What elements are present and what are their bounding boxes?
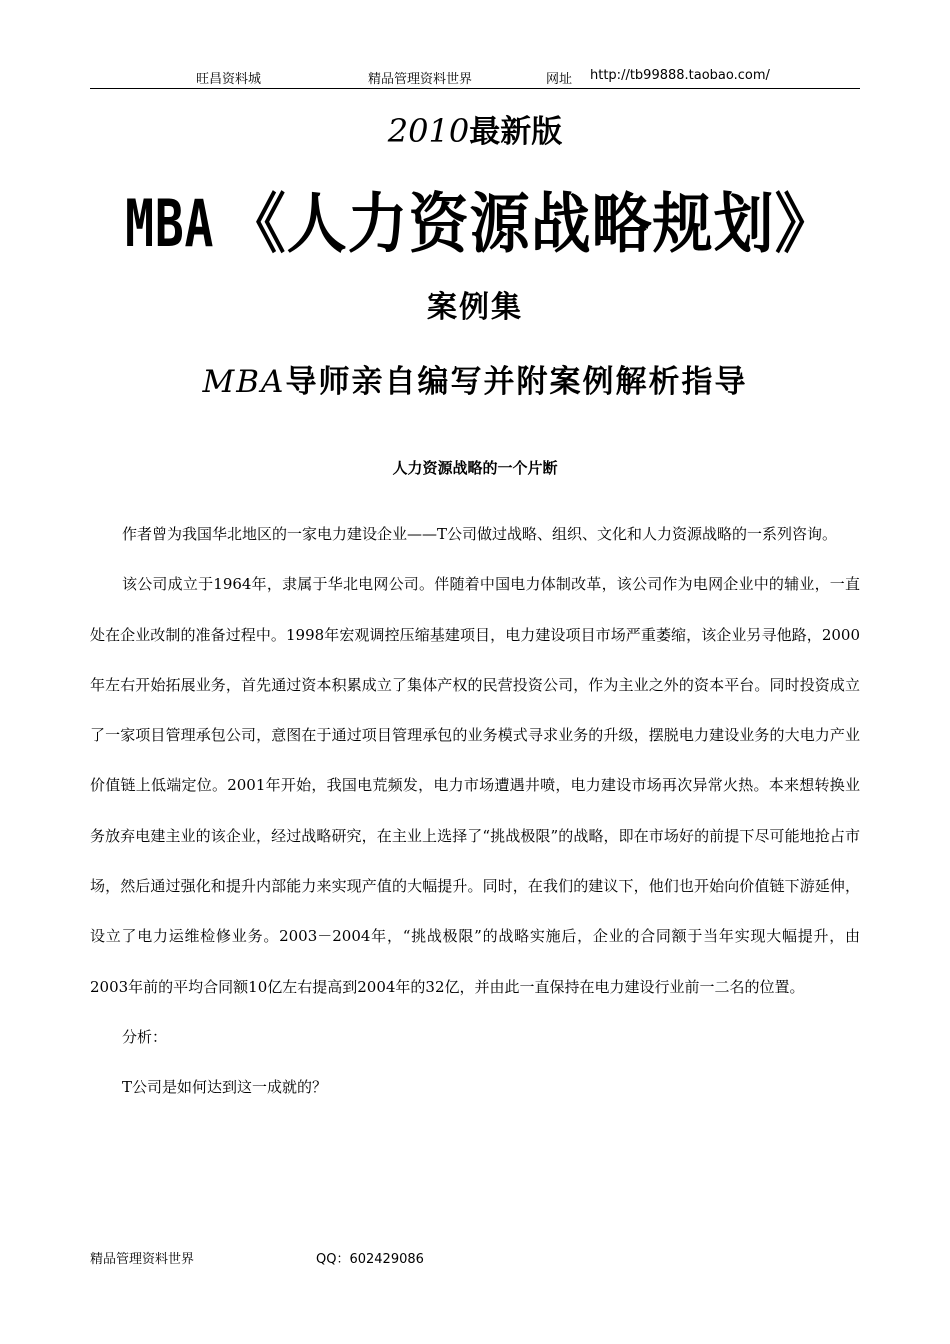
header-url-link[interactable]: http://tb99888.taobao.com/: [590, 68, 770, 83]
header-url-label: 网址: [546, 72, 573, 87]
guide-line: [0, 356, 950, 401]
footer-slogan: 精品管理资料世界: [90, 1252, 195, 1267]
article-paragraph: 作者曾为我国华北地区的一家电力建设企业——T公司做过战略、组织、文化和人力资源战略的一系列咨询。: [122, 525, 838, 543]
book-title: [0, 173, 950, 266]
edition-year: 2010: [387, 112, 470, 150]
book-title-text: 《人力资源战略规划》: [225, 186, 836, 263]
guide-text: 导师亲自编写并附案例解析指导: [285, 364, 748, 400]
edition-line: [0, 106, 950, 151]
header-slogan: 精品管理资料世界: [368, 72, 473, 87]
page-footer: [90, 1248, 860, 1268]
book-subtitle: 案例集: [427, 290, 523, 325]
analysis-question: T公司是如何达到这一成就的？: [122, 1078, 328, 1097]
book-title-prefix: MBA: [125, 186, 215, 263]
footer-qq: QQ：602429086: [316, 1252, 424, 1267]
analysis-label: 分析：: [122, 1027, 168, 1046]
header-divider: [90, 88, 860, 89]
article-body: [90, 509, 860, 1113]
article-heading: 人力资源战略的一个片断: [392, 459, 558, 477]
guide-prefix: MBA: [202, 364, 286, 400]
article-paragraph: 该公司成立于1964年，隶属于华北电网公司。伴随着中国电力体制改革，该公司作为电网企业中的辅业，一直处在企业改制的准备过程中。1998年宏观调控压缩基建项目，电力建设项目市场严重萎缩，该企业另寻他路，2000年左右开始拓展业务，首先通过资本积累成立了集体产权的民营投资公司，作为主业之外的资本平台。同时投资成立了一家项目管理承包公司，意图在于通过项目管理承包的业务模式寻求业务的升级，摆脱电力建设业务的大电力产业价值链上低端定位。2001年开始，我国电荒频发，电力市场遭遇井喷，电力建设市场再次异常火热。本来想转换业务放弃电建主业的该企业，经过战略研究，在主业上选择了“挑战极限”的战略，即在市场好的前提下尽可能地抢占市场，然后通过强化和提升内部能力来实现产值的大幅提升。同时，在我们的建议下，他们也开始向价值链下游延伸，设立了电力运维检修业务。2003－2004年，“挑战极限”的战略实施后，企业的合同额于当年实现大幅提升，由2003年前的平均合同额10亿左右提高到2004年的32亿，并由此一直保持在电力建设行业前一二名的位置。: [90, 575, 860, 996]
page-header: [90, 68, 860, 88]
edition-label: 最新版: [469, 114, 563, 150]
header-site-name: 旺昌资料城: [196, 72, 262, 87]
